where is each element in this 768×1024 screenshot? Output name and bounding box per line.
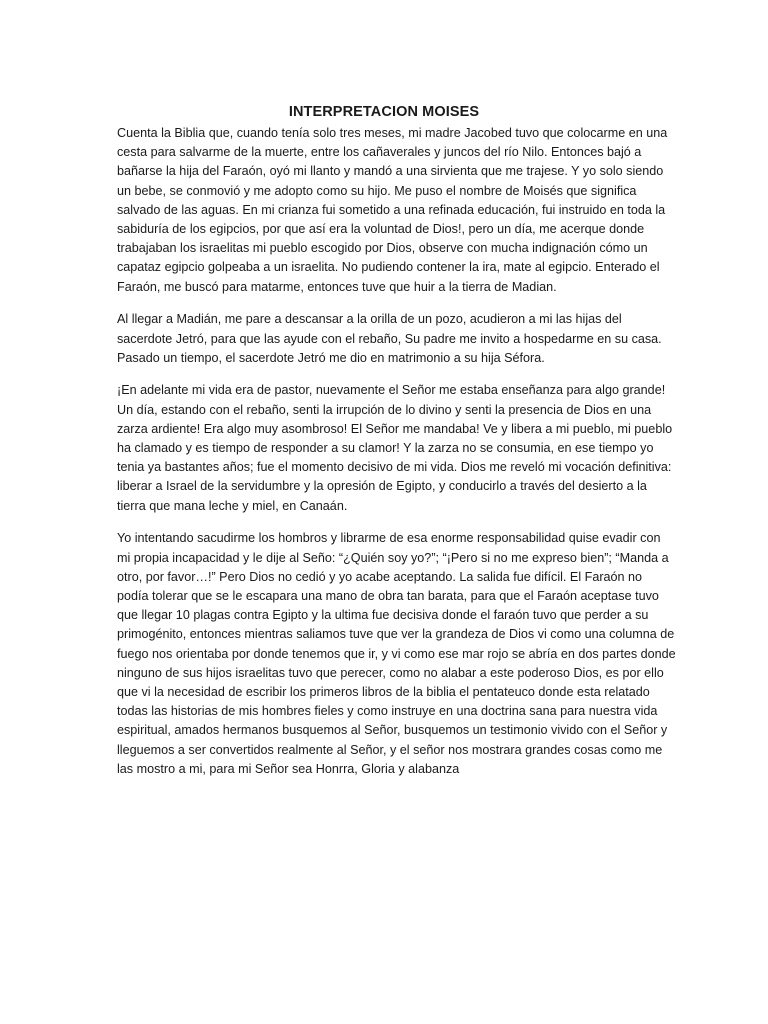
- document-title: INTERPRETACION MOISES: [288, 103, 480, 120]
- paragraph-3: ¡En adelante mi vida era de pastor, nuevamente el Señor me estaba enseñanza para algo grande! Un día, estando con el rebaño, senti la irrupción de lo divino y senti la presencia de Dios en una zarza ardiente! Era algo muy asombroso! El Señor me mandaba! Ve y libera a mi pueblo, mi pueblo ha clamado y es tiempo de responder a su clamor! Y la zarza no se consumia, en ese tiempo yo tenia ya bastantes años; fue el momento decisivo de mi vida. Dios me reveló mi vocación definitiva: liberar a Israel de la servidumbre y la opresión de Egipto, y conducirlo a través del desierto a la tierra que mana leche y miel, en Canaán.: [117, 383, 673, 513]
- paragraph-1: Cuenta la Biblia que, cuando tenía solo tres meses, mi madre Jacobed tuvo que colocarme en una cesta para salvarme de la muerte, entre los cañaverales y juncos del río Nilo. Entonces bajó a bañarse la hija del Faraón, oyó mi llanto y mandó a una sirvienta que me trajese. Y yo solo siendo un bebe, se conmovió y me adopto como su hijo. Me puso el nombre de Moisés que significa salvado de las aguas. En mi crianza fui sometido a una refinada educación, fui instruido en toda la sabiduría de los egipcios, por que así era la voluntad de Dios!, pero un día, me acerque donde trabajaban los israelitas mi pueblo escogido por Dios, observe con mucha indignación cómo un capataz egipcio golpeaba a un israelita. No pudiendo contener la ira, mate al egipcio. Enterado el Faraón, me buscó para matarme, entonces tuve que huir a la tierra de Madian.: [117, 126, 668, 294]
- document-body: [117, 124, 677, 793]
- paragraph-2: Al llegar a Madián, me pare a descansar a la orilla de un pozo, acudieron a mi las hijas del sacerdote Jetró, para que las ayude con el rebaño, Su padre me invito a hospedarme en su casa. Pasado un tiempo, el sacerdote Jetró me dio en matrimonio a su hija Séfora.: [117, 312, 662, 365]
- paragraph-4: Yo intentando sacudirme los hombros y librarme de esa enorme responsabilidad quise evadir con mi propia incapacidad y le dije al Seño: “¿Quién soy yo?”; “¡Pero si no me expreso bien”; “Manda a otro, por favor…!” Pero Dios no cedió y yo acabe aceptando. La salida fue difícil. El Faraón no podía tolerar que se le escapara una mano de obra tan barata, para que el Faraón aceptase tuvo que llegar 10 plagas contra Egipto y la ultima fue decisiva donde el faraón tuvo que perder a su primogénito, entonces mientras saliamos tuve que ver la grandeza de Dios vi como una columna de fuego nos orientaba por donde tenemos que ir, y vi como ese mar rojo se abría en dos partes donde ninguno de sus hijos israelitas tuvo que perecer, como no alabar a este poderoso Dios, es por ello que vi la necesidad de escribir los primeros libros de la biblia el pentateuco donde esta relatado todas las historias de mis hombres fieles y como instruye en una doctrina sana para nuestra vida espiritual, amados hermanos busquemos al Señor, busquemos un testimonio vivido con el Señor y lleguemos a ser convertidos realmente al Señor, y el señor nos mostrara grandes cosas como me las mostro a mi, para mi Señor sea Honrra, Gloria y alabanza: [117, 531, 676, 776]
